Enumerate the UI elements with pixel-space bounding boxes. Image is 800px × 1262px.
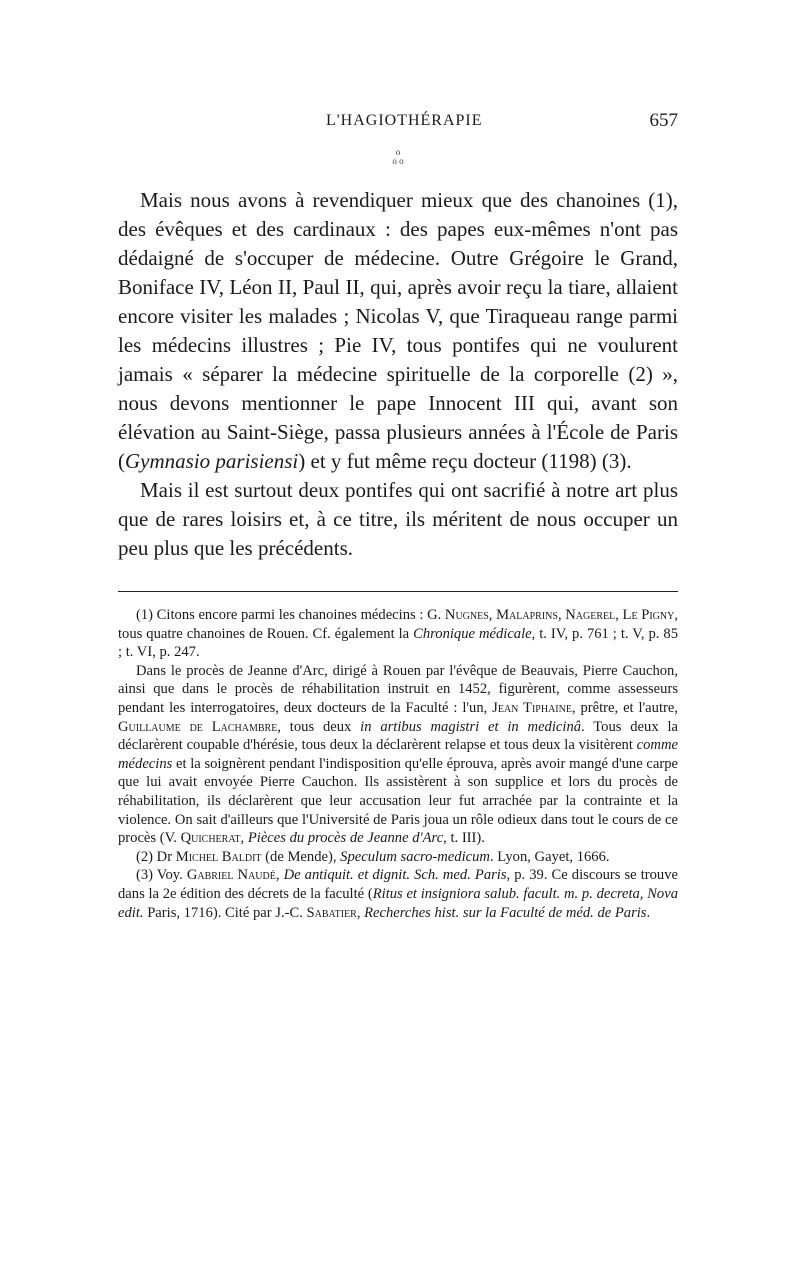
fn1b-title: Pièces du procès de Jeanne d'Arc — [247, 830, 444, 847]
fn3-d: Paris, 1716). Cité par J.-C. — [143, 904, 307, 921]
p1-text-2: ) et y fut même reçu docteur (1198) (3). — [298, 449, 632, 473]
fn1b-emphasis: comme médecins — [118, 737, 678, 772]
fn1-names: G. Nugnes, Malaprins, Nagerel, Le Pigny — [427, 607, 675, 623]
page — [118, 104, 678, 922]
fn3-name-2: Sabatier — [306, 904, 357, 921]
page-number: 657 — [649, 110, 678, 131]
section-ornament — [118, 148, 678, 166]
p1-italic: Gymnasio parisiensi — [125, 449, 299, 473]
fn3-e: , — [356, 904, 365, 921]
fn3-title-2: Ritus et insigniora salub. facult. m. p. decreta, Nova edit. — [118, 885, 678, 921]
fn1b-g: , t. III). — [443, 830, 485, 847]
footnote-3 — [118, 866, 678, 922]
footnote-1-continued — [118, 662, 678, 848]
fn1b-latin: in artibus magistri et in medicinâ — [360, 718, 582, 735]
paragraph-1 — [118, 186, 678, 476]
footnote-1 — [118, 606, 678, 662]
fn2-name: Michel Baldit — [175, 848, 262, 865]
main-text — [118, 186, 678, 563]
footnote-rule — [118, 591, 678, 592]
paragraph-2: Mais il est surtout deux pontifes qui ont sacrifié à notre art plus que de rares loisirs et, à ce titre, ils méritent de nous occuper un peu plus que les précédents. — [118, 478, 678, 560]
fn1b-name-2: Guillaume de Lachambre — [118, 718, 278, 735]
fn1b-f: , — [240, 830, 248, 847]
footnote-2 — [118, 848, 678, 867]
fn3-c: , p. 39. Ce discours se trouve dans la 2e édition des décrets de la faculté ( — [118, 867, 678, 902]
fn1b-b: , prêtre, et l'autre, — [571, 699, 678, 716]
fn3-a: (3) Voy. — [136, 867, 187, 884]
ornament-bottom: o o — [392, 156, 404, 166]
fn3-title-3: Recherches hist. sur la Faculté de méd. de Paris — [364, 904, 647, 921]
footnotes — [118, 606, 678, 922]
fn1b-e: et la soignèrent pendant l'indisposition qu'elle éprouva, après avoir mangé d'une carpe que lui avait envoyée Pierre Cauchon. Ils assistèrent à son supplice et lors du procès de réhabilitation, ils déclarèrent que leur accusation leur fut arrachée par la contrainte et la violence. On sait d'ailleurs que l'Université de Paris joua un rôle odieux dans tout le cours de ce procès (V. — [118, 755, 678, 847]
fn1b-name-1: Jean Tiphaine — [492, 699, 572, 716]
fn1b-c: , tous deux — [277, 718, 361, 735]
running-head — [118, 104, 678, 134]
fn1b-name-3: Quicherat — [180, 830, 241, 847]
running-title: L'HAGIOTHÉRAPIE — [326, 112, 483, 129]
fn1b-a: Dans le procès de Jeanne d'Arc, dirigé à Rouen par l'évêque de Beauvais, Pierre Cauchon, ainsi que dans le procès de réhabilitation instruit en 1452, figurèrent, comme assesseurs pendant les interrogatoires, deux docteurs de la Faculté : l'un, — [118, 662, 678, 716]
fn1b-d: . Tous deux la déclarèrent coupable d'hérésie, tous deux la déclarèrent relapse et tous deux la visitèrent — [118, 718, 678, 754]
fn2-title: Speculum sacro-medicum — [340, 848, 490, 865]
fn3-b: , — [275, 867, 284, 884]
fn1-c: , t. IV, p. 761 ; t. V, p. 85 ; t. VI, p. 247. — [118, 625, 678, 661]
fn2-c: . Lyon, Gayet, 1666. — [489, 848, 610, 865]
p1-text-1: Mais nous avons à revendiquer mieux que des chanoines (1), des évêques et des cardinaux : des papes eux-mêmes n'ont pas dédaigné de s'occuper de médecine. Outre Grégoire le Grand, Boniface IV, Léon II, Paul II, qui, après avoir reçu la tiare, allaient encore visiter les malades ; Nicolas V, que Tiraqueau range parmi les médecins illustres ; Pie IV, tous pontifes qui ne voulurent jamais « séparer la médecine spirituelle de la corporelle (2) », nous devons mentionner le pape Innocent III qui, avant son élévation au Saint-Siège, passa plusieurs années à l'École de Paris ( — [118, 188, 678, 473]
fn3-name-1: Gabriel Naudé — [186, 867, 276, 884]
fn3-title-1: De antiquit. et dignit. Sch. med. Paris — [283, 867, 507, 884]
fn2-b: (de Mende), — [261, 848, 341, 865]
fn1-b: , tous quatre chanoines de Rouen. Cf. également la — [118, 607, 679, 642]
fn3-f: . — [646, 904, 651, 921]
fn2-a: (2) Dr — [136, 848, 176, 865]
fn1-a: (1) Citons encore parmi les chanoines médecins : — [136, 607, 428, 623]
fn1-title: Chronique médicale — [413, 625, 532, 642]
ornament-top: o — [395, 147, 401, 157]
